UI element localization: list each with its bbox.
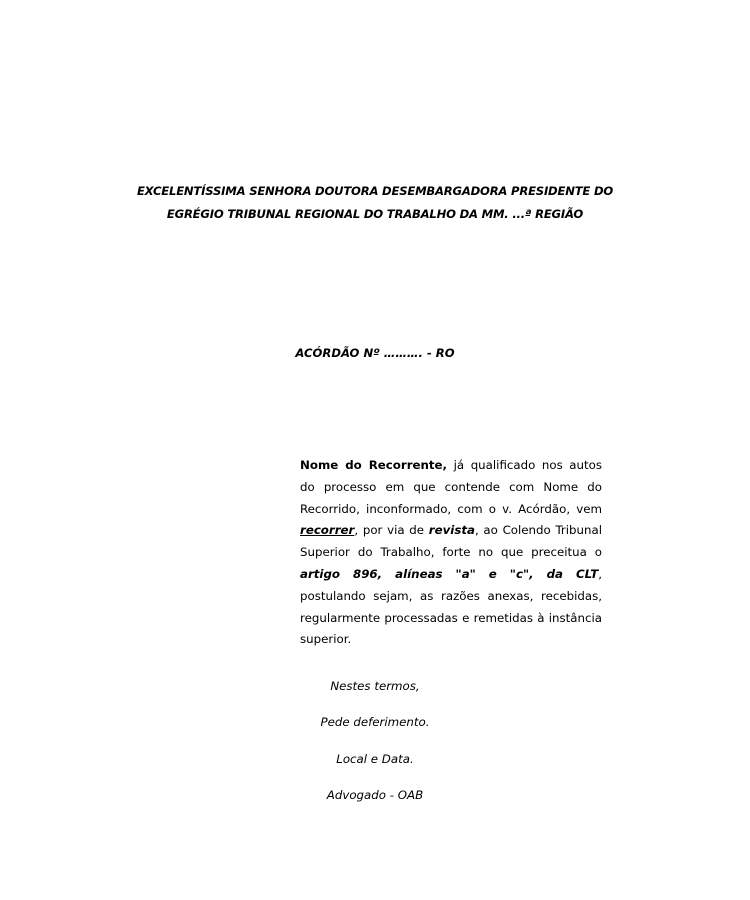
- petition-text-3: , ao Colendo Tribunal Superior do Trabalho, forte no que preceitua o: [300, 523, 602, 560]
- artigo-reference: artigo 896, alíneas "a" e "c", da CLT: [300, 566, 599, 581]
- petition-text-1: já qualificado nos autos do processo em que contende com Nome do Recorrido, inconformado, com o v. Acórdão, vem: [300, 458, 602, 516]
- closing-local-data: Local e Data.: [336, 752, 414, 766]
- petition-text-4: , postulando sejam, as razões anexas, recebidas, regularmente processadas e remetidas à instância superior.: [300, 566, 602, 647]
- closing-termos: Nestes termos,: [330, 679, 420, 693]
- petition-paragraph: [300, 455, 602, 651]
- closing-deferimento: Pede deferimento.: [320, 715, 430, 729]
- closing-advogado: Advogado - OAB: [326, 788, 424, 802]
- petition-text-2: , por via de: [354, 523, 429, 538]
- petition-heading: [110, 180, 640, 226]
- heading-line-2: EGRÉGIO TRIBUNAL REGIONAL DO TRABALHO DA MM. ...ª REGIÃO: [166, 207, 584, 221]
- heading-line-1: EXCELENTÍSSIMA SENHORA DOUTORA DESEMBARGADORA PRESIDENTE DO: [136, 184, 614, 198]
- revista-term: revista: [428, 523, 475, 538]
- recorrer-term: recorrer: [300, 523, 355, 538]
- recorrente-name: Nome do Recorrente,: [300, 458, 448, 472]
- acordao-number: ACÓRDÃO Nº ………. - RO: [295, 346, 455, 360]
